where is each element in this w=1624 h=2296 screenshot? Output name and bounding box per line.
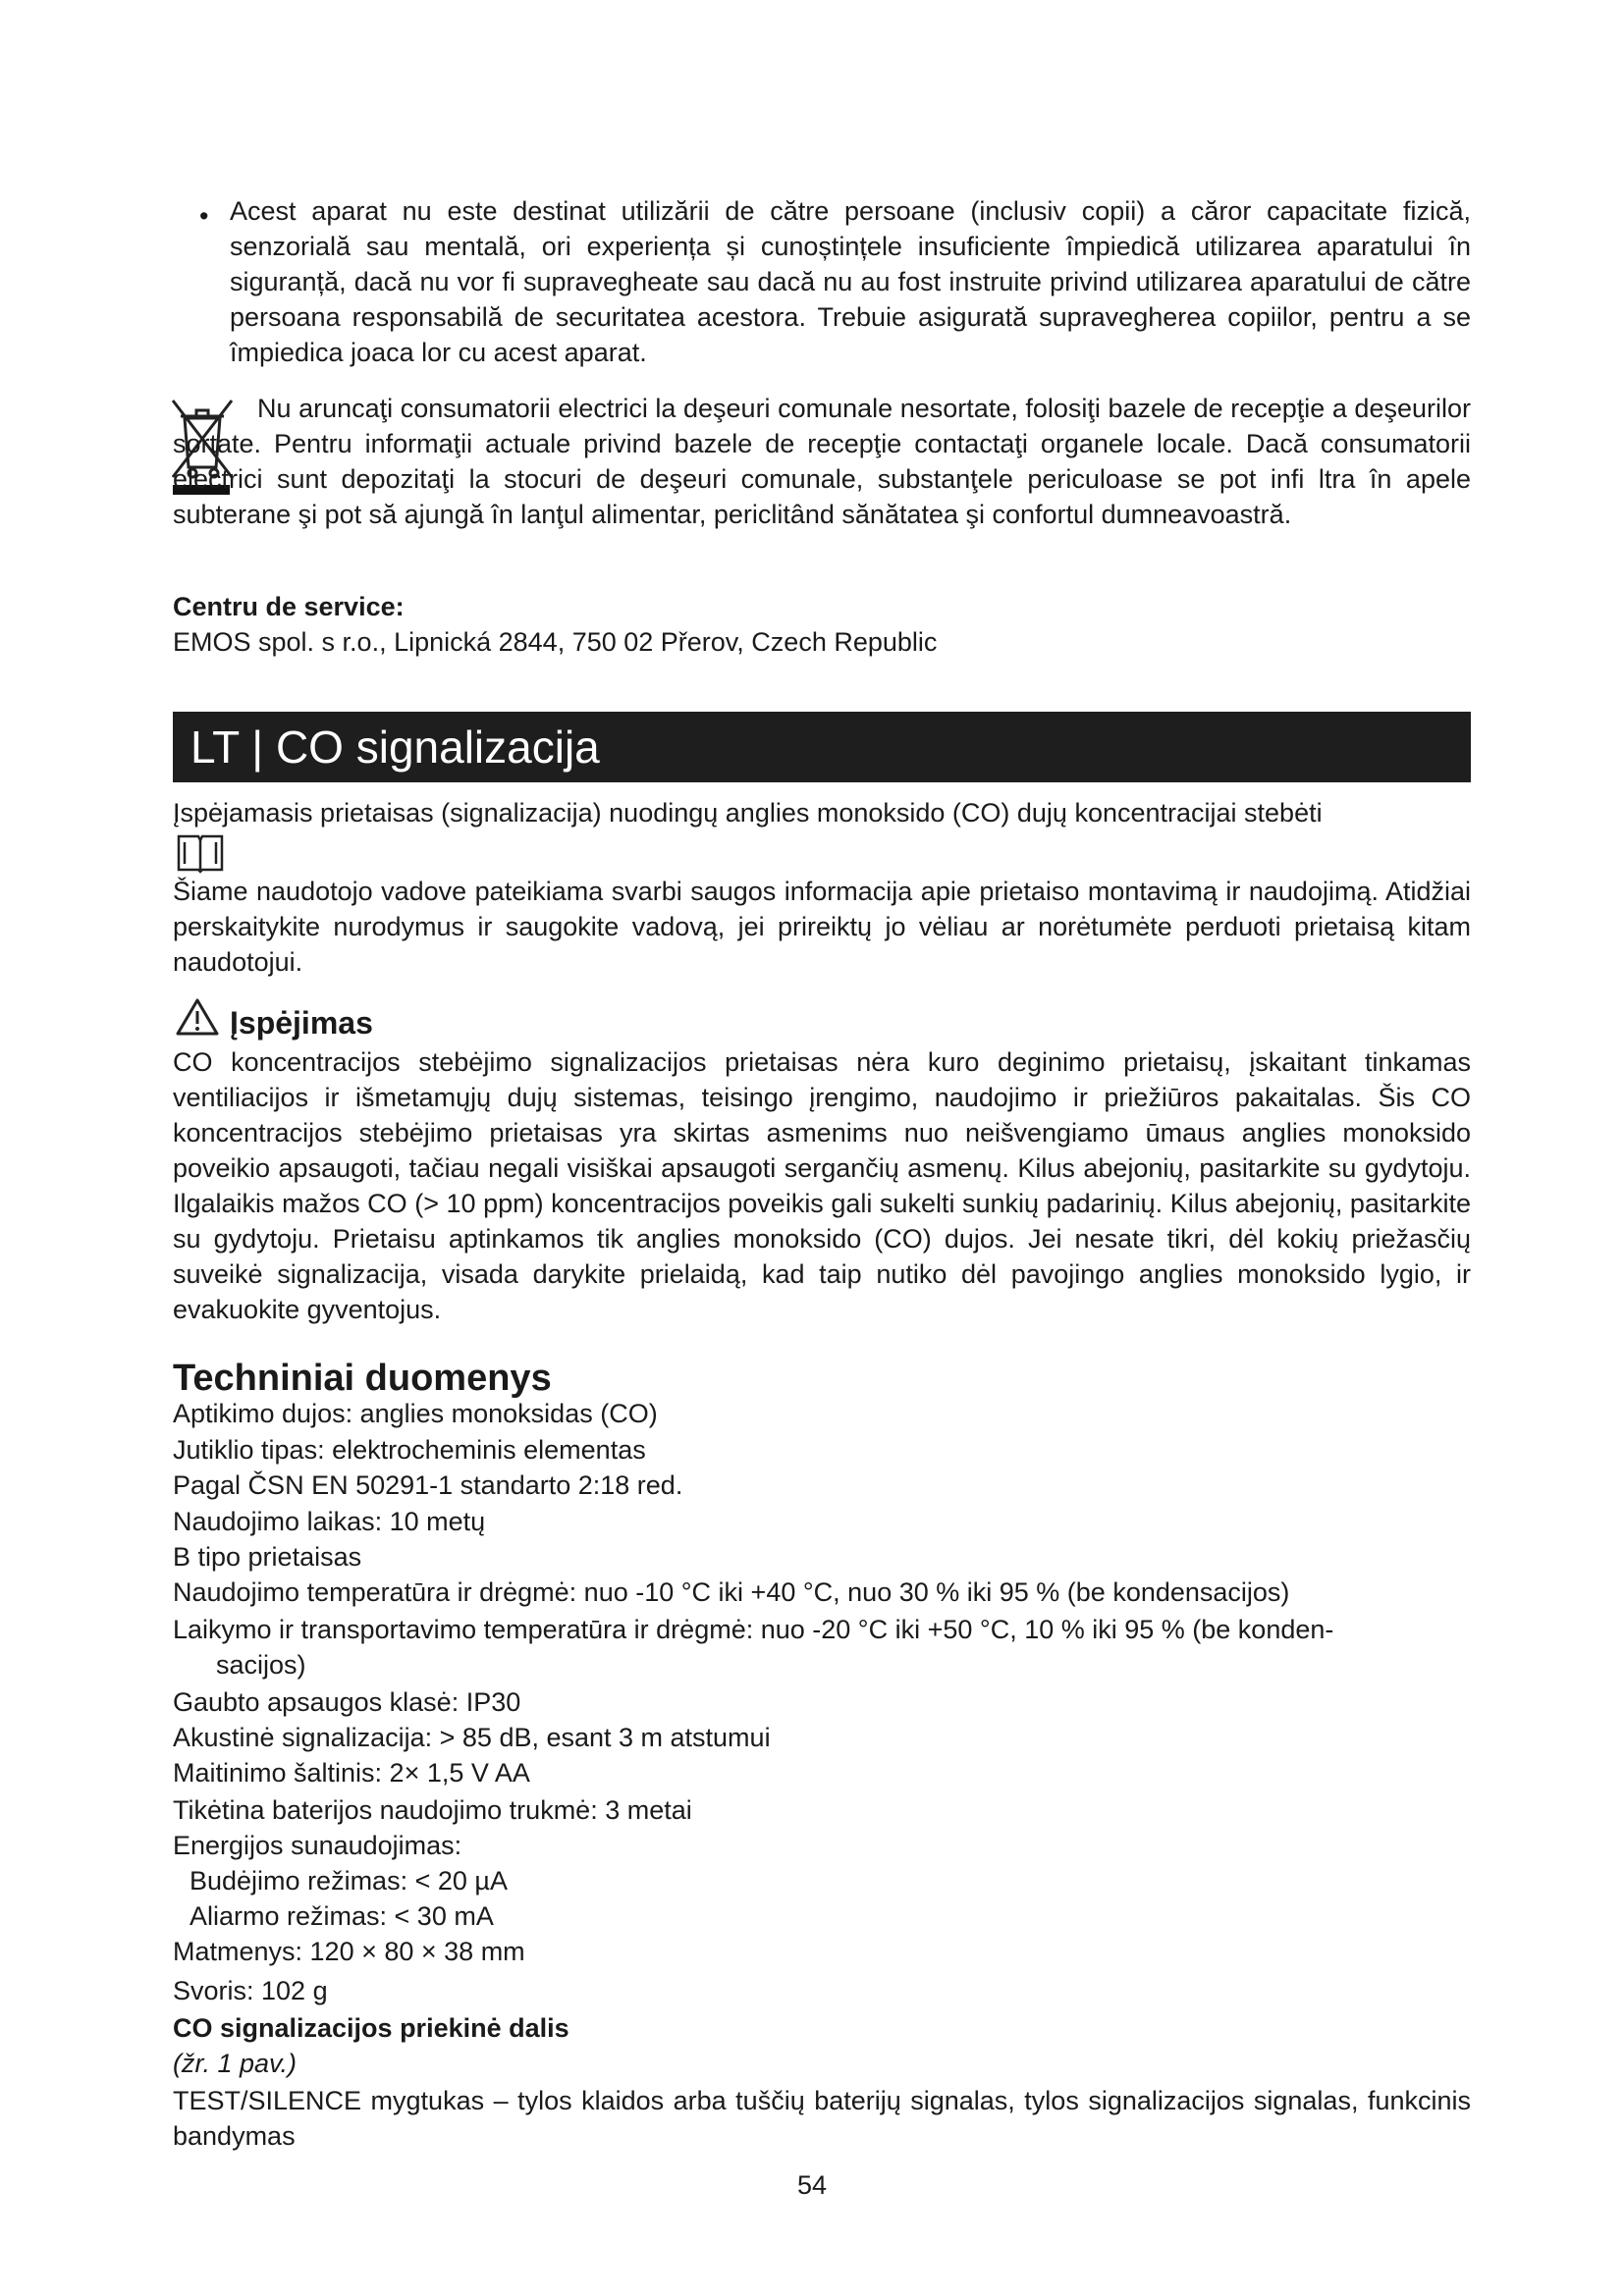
spec-line: Maitinimo šaltinis: 2× 1,5 V AA: [173, 1758, 530, 1788]
spec-line: Akustinė signalizacija: > 85 dB, esant 3 m atstumui: [173, 1723, 771, 1752]
spec-line: Matmenys: 120 × 80 × 38 mm: [173, 1937, 525, 1966]
test-silence-description: TEST/SILENCE mygtukas – tylos klaidos arba tuščių baterijų signalas, tylos signalizacijos signalas, funkcinis bandymas: [173, 2086, 1471, 2151]
spec-line: Naudojimo laikas: 10 metų: [173, 1507, 486, 1536]
warning-text: CO koncentracijos stebėjimo signalizacijos prietaisas nėra kuro deginimo prietaisų, įskaitant tinkamas ventiliacijos ir išmetamųjų dujų sistemas, teisingo įrengimo, naudojimo ir priežiūros pakaitalas. Šis CO koncentracijos stebėjimo prietaisas yra skirtas asmenims nuo neišvengiamo ūmaus anglies monoksido poveikio apsaugoti, tačiau negali visiškai apsaugoti sergančių asmenų. Kilus abejonių, pasitarkite su gydytoju. Ilgalaikis mažos CO (> 10 ppm) koncentracijos poveikis gali sukelti sunkių padarinių. Kilus abejonių, pasitarkite su gydytoju. Prietaisu aptinkamos tik anglies monoksido (CO) dujos. Jei nesate tikri, dėl kokių priežasčių suveikė signalizacija, visada darykite prielaidą, kad taip nutiko dėl pavojingo anglies monoksido lygio, ir evakuokite gyventojus.: [173, 1047, 1471, 1324]
spec-line: Svoris: 102 g: [173, 1976, 328, 2005]
front-panel-ref: (žr. 1 pav.): [173, 2049, 298, 2078]
tech-data-title: Techniniai duomenys: [173, 1358, 552, 1399]
lt-manual-info: Šiame naudotojo vadove pateikiama svarbi saugos informacija apie prietaiso montavimą ir naudojimą. Atidžiai perskaitykite nurodymus ir saugokite vadovą, jei prireiktų jo vėliau ar norėtumėte perduoti prietaisą kitam naudotojui.: [173, 877, 1471, 977]
front-panel-title: CO signalizacijos priekinė dalis: [173, 2013, 569, 2043]
manual-book-icon: [175, 830, 226, 874]
ro-safety-bullet: Acest aparat nu este destinat utilizării de către persoane (inclusiv copii) a căror capacitate fizică, senzorială sau mentală, ori experiența și cunoștințele insuficiente împiedică utilizarea aparatului în siguranță, dacă nu vor fi supravegheate sau dacă nu au fost instruite privind utilizarea aparatului de către persoana responsabilă de securitatea acestora. Trebuie asigurată supravegherea copiilor, pentru a se împiedica joaca lor cu acest aparat.: [230, 196, 1471, 367]
spec-line: Budėjimo režimas: < 20 µA: [189, 1866, 508, 1896]
lt-intro: Įspėjamasis prietaisas (signalizacija) nuodingų anglies monoksido (CO) dujų koncentracijai stebėti: [173, 798, 1323, 828]
page-number: 54: [796, 2170, 828, 2200]
spec-line: Pagal ČSN EN 50291-1 standarto 2:18 red.: [173, 1470, 683, 1500]
section-heading-lt: LT | CO signalizacija: [173, 712, 1471, 782]
spec-line: Aptikimo dujos: anglies monoksidas (CO): [173, 1399, 658, 1428]
spec-line: Jutiklio tipas: elektrocheminis elementas: [173, 1435, 646, 1465]
bullet-marker: •: [199, 201, 209, 231]
spec-line: Naudojimo temperatūra ir drėgmė: nuo -10 °C iki +40 °C, nuo 30 % iki 95 % (be kondensacijos): [173, 1577, 1290, 1607]
spec-line: Gaubto apsaugos klasė: IP30: [173, 1687, 521, 1717]
spec-line: sacijos): [216, 1650, 306, 1680]
spec-line: Energijos sunaudojimas:: [173, 1831, 462, 1860]
spec-line: Laikymo ir transportavimo temperatūra ir drėgmė: nuo -20 °C iki +50 °C, 10 % iki 95 % (be konden-: [173, 1615, 1334, 1644]
warning-triangle-icon: [175, 997, 220, 1037]
spec-line: Aliarmo režimas: < 30 mA: [189, 1901, 494, 1931]
service-center-address: EMOS spol. s r.o., Lipnická 2844, 750 02 Přerov, Czech Republic: [173, 627, 938, 657]
spec-line: B tipo prietaisas: [173, 1542, 362, 1572]
ro-weee-notice: Nu aruncaţi consumatorii electrici la deşeuri comunale nesortate, folosiţi bazele de recepţie a deşeurilor sortate. Pentru informaţii actuale privind bazele de recepţie contactaţi organele locale. Dacă consumatorii electrici sunt depozitaţi la stocuri de deşeuri comunale, substanţele periculoase se pot infi ltra în apele subterane şi pot să ajungă în lanţul alimentar, periclitând sănătatea şi confortul dumneavoastră.: [173, 394, 1471, 529]
warning-title: Įspėjimas: [230, 1005, 373, 1041]
spec-line: Tikėtina baterijos naudojimo trukmė: 3 metai: [173, 1795, 692, 1825]
service-center-title: Centru de service:: [173, 592, 405, 621]
